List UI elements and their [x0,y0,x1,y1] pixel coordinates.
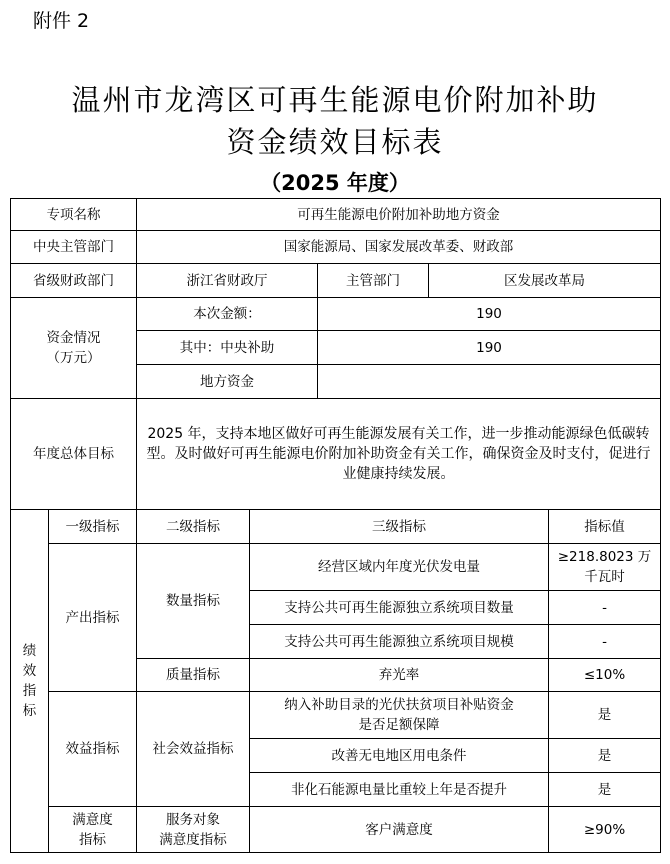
year-label: （2025 年度） [260,171,410,195]
local-funds-value [318,365,661,399]
project-name-label: 专项名称 [11,199,137,231]
supervising-dept-label: 主管部门 [318,264,429,298]
indicator-value: ≤10% [549,659,661,692]
central-dept-value: 国家能源局、国家发展改革委、财政部 [137,231,661,264]
indicator-value: 是 [549,773,661,807]
indicator-name: 客户满意度 [250,807,549,853]
local-funds-label: 地方资金 [137,365,318,399]
provincial-dept-label: 省级财政部门 [11,264,137,298]
central-subsidy-value: 190 [318,331,661,365]
performance-target-table [10,198,661,853]
indicator-value: - [549,625,661,659]
service-satisfaction-indicator-label: 服务对象 满意度指标 [137,807,250,853]
indicator-value: 是 [549,692,661,739]
annex-label: 附件 2 [33,10,90,32]
quantity-indicator-label: 数量指标 [137,544,250,659]
annual-goal-label: 年度总体目标 [11,399,137,510]
indicator-name: 弃光率 [250,659,549,692]
document-title-line1: 温州市龙湾区可再生能源电价附加补助 [71,83,599,117]
document-title-line2: 资金绩效目标表 [226,125,444,159]
project-name-value: 可再生能源电价附加补助地方资金 [137,199,661,231]
current-amount-label: 本次金额： [137,298,318,331]
header-level2: 二级指标 [137,510,250,544]
header-value: 指标值 [549,510,661,544]
quality-indicator-label: 质量指标 [137,659,250,692]
indicator-name: 支持公共可再生能源独立系统项目规模 [250,625,549,659]
header-level3: 三级指标 [250,510,549,544]
indicator-name: 纳入补助目录的光伏扶贫项目补贴资金 是否足额保障 [250,692,549,739]
indicator-name: 非化石能源电量比重较上年是否提升 [250,773,549,807]
output-indicator-label: 产出指标 [49,544,137,692]
indicator-value: ≥218.8023 万 千瓦时 [549,544,661,591]
header-level1: 一级指标 [49,510,137,544]
supervising-dept-value: 区发展改革局 [429,264,661,298]
indicator-value: - [549,591,661,625]
social-benefit-indicator-label: 社会效益指标 [137,692,250,807]
performance-side-label: 绩 效 指 标 [11,510,49,853]
indicator-name: 支持公共可再生能源独立系统项目数量 [250,591,549,625]
indicator-name: 经营区域内年度光伏发电量 [250,544,549,591]
central-subsidy-label: 其中：中央补助 [137,331,318,365]
annual-goal-text: 2025 年，支持本地区做好可再生能源发展有关工作，进一步推动能源绿色低碳转型。及时做好可再生能源电价附加补助资金有关工作，确保资金及时支付，促进行业健康持续发展。 [137,399,661,510]
indicator-name: 改善无电地区用电条件 [250,739,549,773]
indicator-value: 是 [549,739,661,773]
central-dept-label: 中央主管部门 [11,231,137,264]
satisfaction-indicator-label: 满意度 指标 [49,807,137,853]
current-amount-value: 190 [318,298,661,331]
benefit-indicator-label: 效益指标 [49,692,137,807]
funds-label: 资金情况 （万元） [11,298,137,399]
provincial-dept-value: 浙江省财政厅 [137,264,318,298]
indicator-value: ≥90% [549,807,661,853]
